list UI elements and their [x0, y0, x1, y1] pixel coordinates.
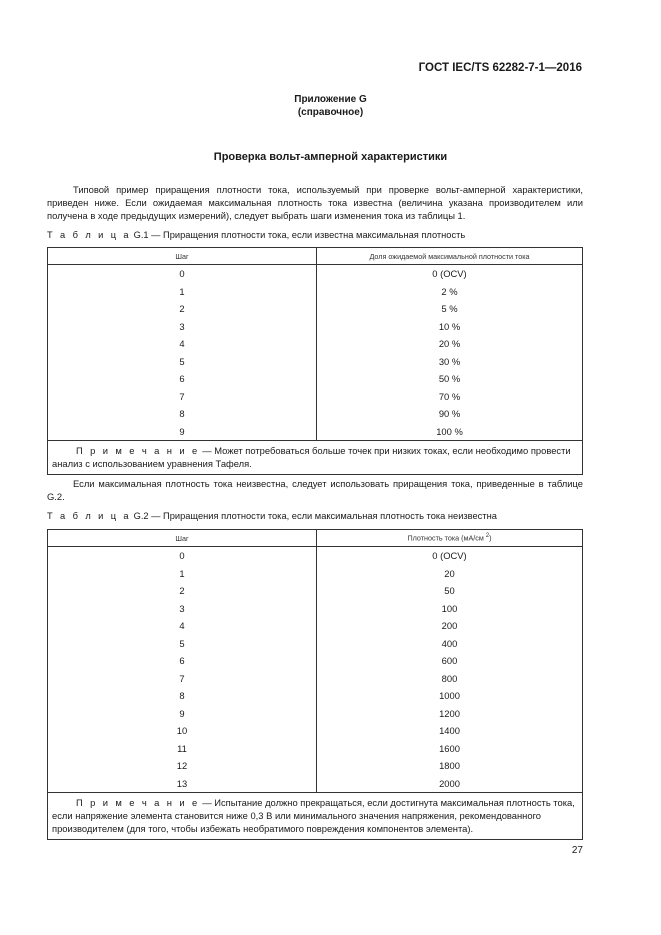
- note-label: П р и м е ч а н и е: [76, 797, 200, 808]
- section-title: Проверка вольт-амперной характеристики: [213, 151, 448, 163]
- step-cell: 5: [48, 635, 317, 653]
- step-cell: 5: [48, 353, 317, 371]
- value-cell: 200: [317, 617, 583, 635]
- table-row: [48, 388, 583, 406]
- intro-paragraph: [47, 183, 583, 222]
- step-cell: 1: [48, 283, 317, 301]
- intro-text: Типовой пример приращения плотности тока, используемый при проверке вольт-амперной характеристики, приведен ниже. Если ожидаемая максимальная плотность тока известна (величина указана производителем или получена в ходе предыдущих измерений), следует выбрать шаги изменения тока из таблицы 1.: [47, 184, 583, 221]
- table2-caption-prefix: Т а б л и ц а: [47, 511, 131, 521]
- step-cell: 10: [48, 722, 317, 740]
- value-cell: 0 (OCV): [317, 265, 583, 283]
- middle-text: Если максимальная плотность тока неизвестна, следует использовать приращения тока, приведенные в таблице G.2.: [47, 478, 583, 502]
- step-cell: 6: [48, 652, 317, 670]
- step-cell: 0: [48, 547, 317, 565]
- value-cell: 1400: [317, 722, 583, 740]
- table2-col-density-sup: 2: [485, 533, 490, 540]
- step-cell: 2: [48, 582, 317, 600]
- table-row: [48, 283, 583, 301]
- value-cell: 50: [317, 582, 583, 600]
- table-row: [48, 757, 583, 775]
- table2-col-density-end: ): [489, 533, 492, 543]
- value-cell: 5 %: [317, 300, 583, 318]
- value-cell: 2 %: [317, 283, 583, 301]
- table-row: [48, 722, 583, 740]
- step-cell: 6: [48, 370, 317, 388]
- table1-header-row: [48, 248, 583, 265]
- value-cell: 1600: [317, 740, 583, 758]
- value-cell: 2000: [317, 775, 583, 793]
- step-cell: 11: [48, 740, 317, 758]
- value-cell: 1800: [317, 757, 583, 775]
- step-cell: 1: [48, 565, 317, 583]
- step-cell: 3: [48, 318, 317, 336]
- table2-caption-text: G.2 — Приращения плотности тока, если максимальная плотность тока неизвестна: [131, 511, 497, 521]
- table-row: [48, 670, 583, 688]
- step-cell: 9: [48, 423, 317, 441]
- value-cell: 800: [317, 670, 583, 688]
- table2-col-step: Шаг: [48, 530, 317, 547]
- table2-col-density: [317, 530, 583, 547]
- table-row: [48, 617, 583, 635]
- table-g1: [47, 247, 583, 475]
- table2-header-row: [48, 530, 583, 547]
- table-row: [48, 423, 583, 441]
- value-cell: 400: [317, 635, 583, 653]
- page-number: 27: [571, 845, 583, 856]
- value-cell: 1000: [317, 687, 583, 705]
- table1-caption-text: G.1 — Приращения плотности тока, если известна максимальная плотность: [131, 230, 466, 240]
- table-note-row: [48, 441, 583, 475]
- step-cell: 9: [48, 705, 317, 723]
- value-cell: 1200: [317, 705, 583, 723]
- table1-caption-prefix: Т а б л и ц а: [47, 230, 131, 240]
- table-row: [48, 300, 583, 318]
- step-cell: 8: [48, 687, 317, 705]
- table1-col-fraction: Доля ожидаемой максимальной плотности тока: [317, 248, 583, 265]
- step-cell: 4: [48, 335, 317, 353]
- value-cell: 0 (OCV): [317, 547, 583, 565]
- value-cell: 50 %: [317, 370, 583, 388]
- value-cell: 30 %: [317, 353, 583, 371]
- table-row: [48, 652, 583, 670]
- table-row: [48, 705, 583, 723]
- table-row: [48, 600, 583, 618]
- table-note-row: [48, 793, 583, 840]
- step-cell: 12: [48, 757, 317, 775]
- note-text: — Испытание должно прекращаться, если достигнута максимальная плотность тока, если напряжение элемента становится ниже 0,3 В или минимального значения напряжения, рекомендованного производителем (для того, чтобы избежать необратимого повреждения компонентов элемента).: [52, 797, 575, 834]
- table-note: [48, 793, 583, 840]
- value-cell: 70 %: [317, 388, 583, 406]
- step-cell: 0: [48, 265, 317, 283]
- table-note: [48, 441, 583, 475]
- table-row: [48, 405, 583, 423]
- step-cell: 8: [48, 405, 317, 423]
- annex-heading: [0, 93, 661, 119]
- table-row: [48, 265, 583, 283]
- table-row: [48, 353, 583, 371]
- value-cell: 10 %: [317, 318, 583, 336]
- value-cell: 90 %: [317, 405, 583, 423]
- step-cell: 13: [48, 775, 317, 793]
- value-cell: 20: [317, 565, 583, 583]
- table1-col-step: Шаг: [48, 248, 317, 265]
- note-text: — Может потребоваться больше точек при низких токах, если необходимо провести анализ с использованием уравнения Тафеля.: [52, 445, 571, 469]
- table-row: [48, 547, 583, 565]
- table-row: [48, 687, 583, 705]
- table-row: [48, 565, 583, 583]
- table2-col-density-text: Плотность тока (мА/см: [407, 533, 486, 543]
- annex-title: Приложение G: [294, 94, 367, 105]
- value-cell: 20 %: [317, 335, 583, 353]
- table-row: [48, 370, 583, 388]
- table1-caption: [47, 230, 465, 240]
- table-row: [48, 635, 583, 653]
- step-cell: 3: [48, 600, 317, 618]
- value-cell: 100 %: [317, 423, 583, 441]
- step-cell: 2: [48, 300, 317, 318]
- value-cell: 100: [317, 600, 583, 618]
- step-cell: 7: [48, 388, 317, 406]
- table-row: [48, 318, 583, 336]
- table2-caption: [47, 511, 497, 521]
- table-row: [48, 740, 583, 758]
- step-cell: 4: [48, 617, 317, 635]
- table-row: [48, 335, 583, 353]
- middle-paragraph: [47, 477, 583, 503]
- document-header: ГОСТ IEC/TS 62282-7-1—2016: [418, 62, 582, 74]
- annex-subtitle: (справочное): [297, 107, 364, 118]
- table-row: [48, 582, 583, 600]
- table-row: [48, 775, 583, 793]
- note-label: П р и м е ч а н и е: [76, 445, 200, 456]
- step-cell: 7: [48, 670, 317, 688]
- table-g2: [47, 529, 583, 840]
- value-cell: 600: [317, 652, 583, 670]
